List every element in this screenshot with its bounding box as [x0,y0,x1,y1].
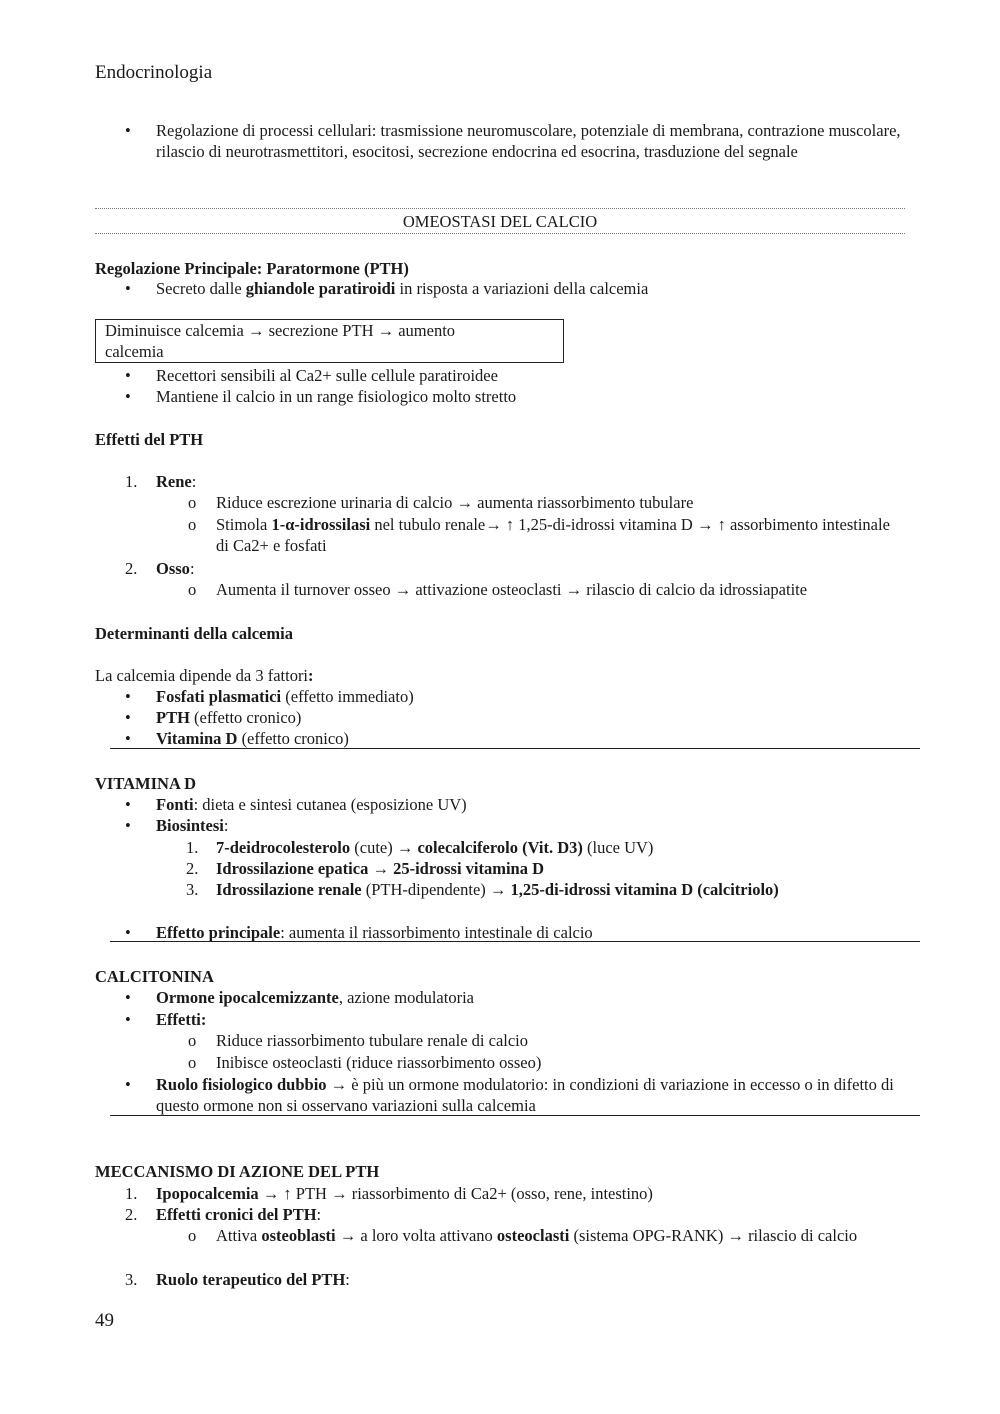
document-page: Endocrinologia Regolazione di processi cellulari: trasmissione neuromuscolare, potenziale di membrana, contrazione muscolare, rilascio di neurotrasmettitori, esocitosi, secrezione endocrina ed esocrina, trasduzione del segnale OMEOSTASI DEL CALCIO Regolazione Principale: Paratormone (PTH) Secreto dalle ghiandole paratiroidi in risposta a variazioni della calcemia Diminuisce calcemia → secrezione PTH → aumento calcemia Recettori sensibili al Ca2+ sulle cellule paratiroidee Mantiene il calcio in un range fisiologico molto stretto Effetti del PTH 1. Rene: o Riduce escrezione urinaria di calcio → aumenta riassorbimento tubulare o Stimola 1-α-idrossilasi nel tubulo renale→ ↑ 1,25-di-idrossi vitamina D → ↑ assorbimento intestinale di Ca2+ e fosfati 2. Osso: o Aumenta il turnover osseo → attivazione osteoclasti → rilascio di calcio da idrossiapatite Determinanti della calcemia La calcemia dipende da 3 fattori: Fosfati plasmatici (effetto immediato) PTH (effetto cronico) Vitamina D (effetto cronico) VITAMINA D Fonti: dieta e sintesi cutanea (esposizione UV) Biosintesi: 1. 7-deidrocolesterolo (cute) → colecalciferolo (Vit. D3) (luce UV) 2. Idrossilazione epatica → 25-idrossi vitamina D 3. Idrossilazione renale (PTH-dipendente) → 1,25-di-idrossi vitamina D (calcitriolo) Effetto principale: aumenta il riassorbimento intestinale di calcio CALCITONINA Ormone ipocalcemizzante, azione modulatoria Effetti: o Riduce riassorbimento tubulare renale di calcio o Inibisce osteoclasti (riduce riassorbimento osseo) Ruolo fisiologico dubbio → è più un ormone modulatorio: in condizioni di variazione in eccesso o in difetto di questo ormone non si osservano variazioni sulla calcemia MECCANISMO DI AZIONE DEL PTH 1. Ipopocalcemia → ↑ PTH → riassorbimento di Ca2+ (osso, rene, intestino) 2. Effetti cronici del PTH: o Attiva osteoblasti → a loro volta attivano osteoclasti (sistema OPG-RANK) → rilascio di calcio 3. Ruolo terapeutico del PTH: 49 [0,0,1000,1414]
item-number: 1. [125,1184,138,1203]
list-item-text: Effetti: [156,1010,207,1029]
item-number: 1. [125,472,138,491]
item-number: 3. [186,880,199,899]
item-number: 2. [125,559,138,578]
section-divider [110,748,920,749]
list-item-text: PTH (effetto cronico) [156,708,302,727]
item-number: 2. [186,859,199,878]
list-item-text: Ormone ipocalcemizzante, azione modulatoria [156,988,474,1007]
list-item-text: Mantiene il calcio in un range fisiologico molto stretto [156,387,517,406]
list-item-text: Fosfati plasmatici (effetto immediato) [156,687,414,706]
pth-feedback-box [95,319,564,363]
determinants-heading: Determinanti della calcemia [95,624,293,643]
section-divider [110,941,920,942]
page-number: 49 [95,1310,114,1331]
determinants-intro: La calcemia dipende da 3 fattori: [95,666,314,685]
section-divider [110,1115,920,1116]
section-bottom-border [95,233,905,234]
item-text: Idrossilazione renale (PTH-dipendente) → 1,25-di-idrossi vitamina D (calcitriolo) [216,880,779,899]
item-text: Osso: [156,559,195,578]
item-text: Ipopocalcemia → ↑ PTH → riassorbimento di Ca2+ (osso, rene, intestino) [156,1184,653,1203]
box-line: Diminuisce calcemia → secrezione PTH → aumento [105,321,456,340]
running-header: Endocrinologia [95,62,213,83]
list-item-text: Vitamina D (effetto cronico) [156,729,349,748]
list-item-text: Fonti: dieta e sintesi cutanea (esposizione UV) [156,795,467,814]
pth-effects-heading: Effetti del PTH [95,430,204,449]
item-number: 1. [186,838,199,857]
pth-regulation-heading: Regolazione Principale: Paratormone (PTH) [95,259,409,278]
sub-item-text: Aumenta il turnover osseo → attivazione osteoclasti → rilascio di calcio da idrossiapatite [216,580,808,599]
mechanism-heading: MECCANISMO DI AZIONE DEL PTH [95,1162,380,1181]
item-text: Effetti cronici del PTH: [156,1205,322,1224]
intro-bullet-text: Regolazione di processi cellulari: trasmissione neuromuscolare, potenziale di membrana, contrazione muscolare, rilascio di neurotrasmettitori, esocitosi, secrezione endocrina ed esocrina, trasduzione del segnale [156,121,901,161]
list-item-text: Biosintesi: [156,816,229,835]
sub-item-text: Riduce escrezione urinaria di calcio → aumenta riassorbimento tubulare [216,493,694,512]
sub-item-text: Riduce riassorbimento tubulare renale di calcio [216,1031,529,1050]
sub-item-text: Attiva osteoblasti → a loro volta attivano osteoclasti (sistema OPG-RANK) → rilascio di calcio [216,1226,858,1245]
list-item-text: Ruolo fisiologico dubbio → è più un ormone modulatorio: in condizioni di variazione in eccesso o in difetto di questo ormone non si osservano variazioni sulla calcemia [156,1075,894,1115]
item-text: 7-deidrocolesterolo (cute) → colecalciferolo (Vit. D3) (luce UV) [216,838,654,857]
sub-item-text: Inibisce osteoclasti (riduce riassorbimento osseo) [216,1053,542,1072]
vitamin-d-heading: VITAMINA D [95,774,196,793]
item-text: Rene: [156,472,197,491]
sub-item-text: Stimola 1-α-idrossilasi nel tubulo renale→ ↑ 1,25-di-idrossi vitamina D → ↑ assorbimento intestinale di Ca2+ e fosfati [216,515,890,555]
item-text: Idrossilazione epatica → 25-idrossi vitamina D [216,859,545,878]
item-text: Ruolo terapeutico del PTH: [156,1270,350,1289]
list-item-text: Effetto principale: aumenta il riassorbimento intestinale di calcio [156,923,593,942]
list-item-text: Secreto dalle ghiandole paratiroidi in risposta a variazioni della calcemia [156,279,649,298]
item-number: 3. [125,1270,138,1289]
calcitonin-heading: CALCITONINA [95,967,214,986]
section-top-border [95,208,905,209]
section-title: OMEOSTASI DEL CALCIO [402,212,598,231]
box-line: calcemia [105,342,164,361]
list-item-text: Recettori sensibili al Ca2+ sulle cellule paratiroidee [156,366,498,385]
item-number: 2. [125,1205,138,1224]
